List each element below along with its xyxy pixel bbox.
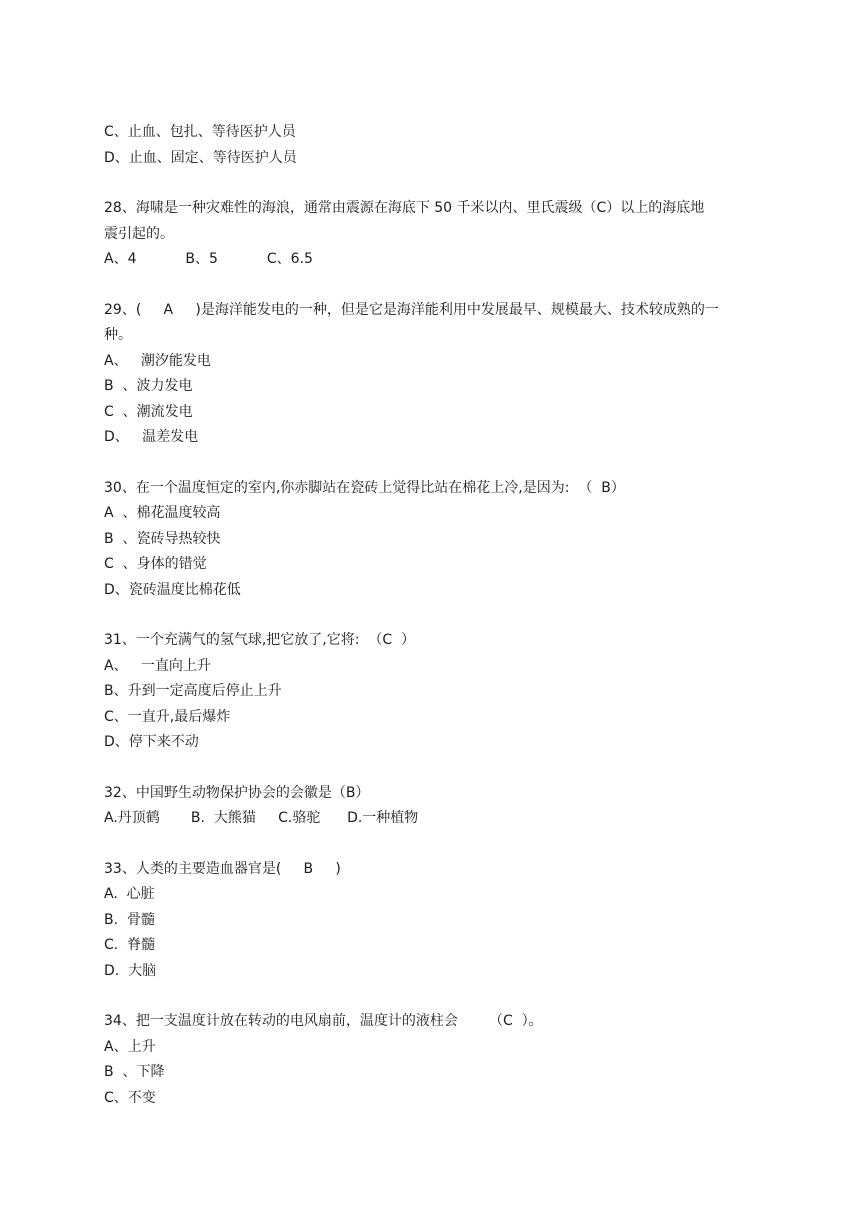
option-line: B、升到一定高度后停止上升 [104,683,282,699]
question-31 [104,628,764,756]
question-stem: 33、人类的主要造血器官是( B ) [104,860,341,877]
option-line: C 、身体的错觉 [104,556,207,572]
option-line: D、停下来不动 [104,734,199,750]
question-30 [104,476,764,604]
option-line: A. 心脏 [104,886,155,902]
question-stem: 震引起的。 [104,225,174,242]
question-stem: 32、中国野生动物保护协会的会徽是（B） [104,784,370,801]
option-line: A、4 B、5 C、6.5 [104,251,313,267]
option-line: A 、棉花温度较高 [104,505,221,521]
question-28 [104,196,764,273]
option-line: D、 温差发电 [104,429,199,445]
option-line: A.丹顶鹤 B. 大熊猫 C.骆驼 D.一种植物 [104,810,419,826]
option-line: B 、波力发电 [104,378,193,394]
question-stem: 31、一个充满气的氢气球,把它放了,它将: （C ） [104,632,416,648]
question-stem: 34、把一支温度计放在转动的电风扇前，温度计的液柱会 （C ）。 [104,1013,543,1029]
option-line: C. 脊髓 [104,937,156,953]
question-stem: 种。 [104,327,132,343]
question-32 [104,781,764,832]
option-line: B 、瓷砖导热较快 [104,530,221,547]
option-line: C 、潮流发电 [104,403,193,420]
question-33 [104,857,764,985]
option-line: A、上升 [104,1038,156,1055]
question-stem: 28、海啸是一种灾难性的海浪，通常由震源在海底下 50 千米以内、里氏震级（C）以上的海底地 [104,200,705,216]
question-stem: 29、( A )是海洋能发电的一种，但是它是海洋能利用中发展最早、规模最大、技术较成熟的一 [104,301,719,318]
option-line: C、止血、包扎、等待医护人员 [104,124,296,140]
question-29 [104,298,764,451]
option-line: A、 一直向上升 [104,657,211,674]
question-34 [104,1009,764,1111]
option-line: D、瓷砖温度比棉花低 [104,581,241,598]
option-line: D、止血、固定、等待医护人员 [104,149,297,166]
option-line: D. 大脑 [104,962,157,979]
question-list [104,120,764,1136]
option-line: A、 潮汐能发电 [104,352,211,369]
option-line: B. 骨髓 [104,911,155,928]
option-line: C、一直升,最后爆炸 [104,708,231,725]
option-line: B 、下降 [104,1064,165,1080]
option-line: C、不变 [104,1089,156,1106]
question-stem: 30、在一个温度恒定的室内,你赤脚站在瓷砖上觉得比站在棉花上冷,是因为: （ B） [104,479,625,496]
previous-question-options [104,120,764,171]
